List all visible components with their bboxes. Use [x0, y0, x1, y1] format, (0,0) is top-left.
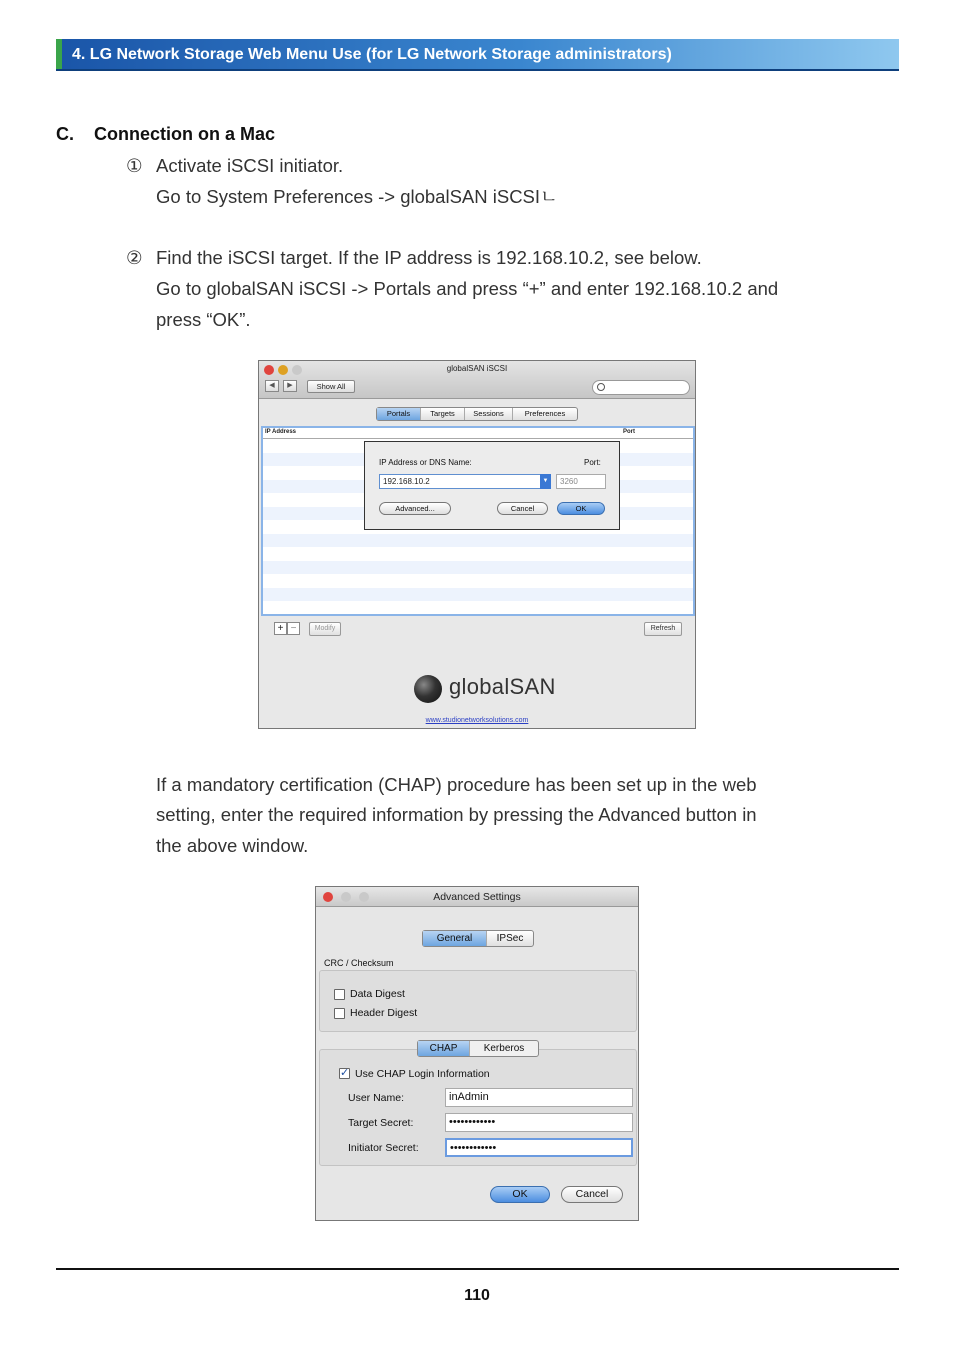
chap-paragraph-line1: If a mandatory certification (CHAP) procedure has been set up in the web	[156, 774, 757, 795]
step1-line2: Go to System Preferences -> globalSAN iSCSIㄴ	[156, 186, 558, 207]
table-row	[263, 534, 693, 548]
window-title: globalSAN iSCSI	[446, 364, 508, 373]
window-titlebar	[259, 361, 695, 399]
step-number-2: ②	[126, 247, 143, 268]
globalsan-window-screenshot	[258, 360, 696, 729]
chap-group	[319, 1049, 637, 1166]
header-accent	[56, 39, 62, 69]
tab-kerberos[interactable]: Kerberos	[483, 1043, 525, 1054]
section-heading	[56, 124, 275, 145]
window-title: Advanced Settings	[433, 891, 521, 903]
dropdown-arrow-icon[interactable]: ▼	[540, 474, 551, 489]
search-icon	[597, 383, 605, 391]
section-title: Connection on a Mac	[94, 124, 276, 144]
step2-line3: press “OK”.	[156, 309, 251, 330]
back-arrow-icon[interactable]: ◀	[265, 380, 279, 392]
add-portal-dialog	[364, 441, 620, 530]
port-input[interactable]: 3260	[556, 474, 606, 489]
tab-sessions[interactable]: Sessions	[465, 408, 513, 420]
cancel-button[interactable]: Cancel	[561, 1186, 623, 1203]
window-titlebar	[316, 887, 638, 907]
ip-address-label: IP Address or DNS Name:	[379, 458, 472, 467]
table-row	[263, 574, 693, 588]
data-digest-checkbox[interactable]	[334, 989, 345, 1000]
tab-bar	[376, 407, 578, 421]
tab-chap[interactable]: CHAP	[418, 1041, 470, 1056]
chap-paragraph-line3: the above window.	[156, 835, 309, 856]
header-digest-checkbox[interactable]	[334, 1008, 345, 1019]
cancel-button[interactable]: Cancel	[497, 502, 548, 515]
tab-preferences[interactable]: Preferences	[524, 409, 566, 418]
step-number-1: ①	[126, 155, 143, 176]
ip-address-input[interactable]	[379, 474, 551, 489]
use-chap-checkbox[interactable]	[339, 1068, 350, 1079]
header-digest-label: Header Digest	[350, 1007, 418, 1019]
auth-tab-bar	[417, 1040, 539, 1057]
table-row	[263, 547, 693, 561]
chapter-header-bar	[56, 39, 899, 71]
target-secret-label: Target Secret:	[348, 1117, 414, 1129]
step2-line1: Find the iSCSI target. If the IP address is 192.168.10.2, see below.	[156, 247, 702, 268]
column-ip-address: IP Address	[265, 429, 297, 435]
step2-line2: Go to globalSAN iSCSI -> Portals and press “+” and enter 192.168.10.2 and	[156, 278, 779, 299]
target-secret-input[interactable]: ••••••••••••	[445, 1113, 633, 1132]
ok-button[interactable]: OK	[490, 1186, 550, 1203]
chapter-header-text: 4. LG Network Storage Web Menu Use (for LG Network Storage administrators)	[72, 46, 672, 63]
vendor-link[interactable]: www.studionetworksolutions.com	[425, 717, 529, 724]
user-name-input[interactable]: inAdmin	[445, 1088, 633, 1107]
globalsan-logo-icon	[414, 675, 442, 703]
add-portal-button[interactable]: +	[274, 622, 287, 635]
tab-targets[interactable]: Targets	[421, 408, 465, 420]
table-row	[263, 601, 693, 615]
advanced-button[interactable]: Advanced...	[379, 502, 451, 515]
tab-general[interactable]: General	[423, 931, 487, 946]
user-name-label: User Name:	[348, 1092, 405, 1104]
page-number: 110	[464, 1287, 490, 1304]
refresh-button[interactable]: Refresh	[644, 622, 682, 636]
use-chap-label: Use CHAP Login Information	[355, 1068, 490, 1080]
chap-paragraph-line2: setting, enter the required information by pressing the Advanced button in	[156, 804, 757, 825]
step1-line1: Activate iSCSI initiator.	[156, 155, 344, 176]
table-header	[263, 428, 693, 439]
data-digest-label: Data Digest	[350, 988, 405, 1000]
ok-button[interactable]: OK	[557, 502, 605, 515]
section-letter: C.	[56, 124, 74, 144]
initiator-secret-input[interactable]: ••••••••••••	[445, 1138, 633, 1157]
globalsan-logo-text: globalSAN	[449, 674, 556, 699]
column-port: Port	[623, 429, 635, 435]
remove-portal-button[interactable]: −	[287, 622, 300, 635]
table-row	[263, 561, 693, 575]
tab-portals[interactable]: Portals	[377, 408, 421, 420]
search-input[interactable]	[592, 380, 690, 395]
footer-divider	[56, 1268, 899, 1270]
forward-arrow-icon[interactable]: ▶	[283, 380, 297, 392]
table-row	[263, 588, 693, 602]
tab-ipsec[interactable]: IPSec	[496, 933, 524, 944]
modify-button[interactable]: Modify	[309, 622, 341, 636]
ip-address-value: 192.168.10.2	[383, 477, 430, 486]
initiator-secret-label: Initiator Secret:	[348, 1142, 419, 1154]
advanced-settings-screenshot	[315, 886, 639, 1221]
crc-checksum-label: CRC / Checksum	[324, 958, 394, 968]
settings-tab-bar	[422, 930, 534, 947]
show-all-button[interactable]: Show All	[307, 380, 355, 393]
crc-group	[319, 970, 637, 1032]
port-label: Port:	[584, 458, 601, 467]
